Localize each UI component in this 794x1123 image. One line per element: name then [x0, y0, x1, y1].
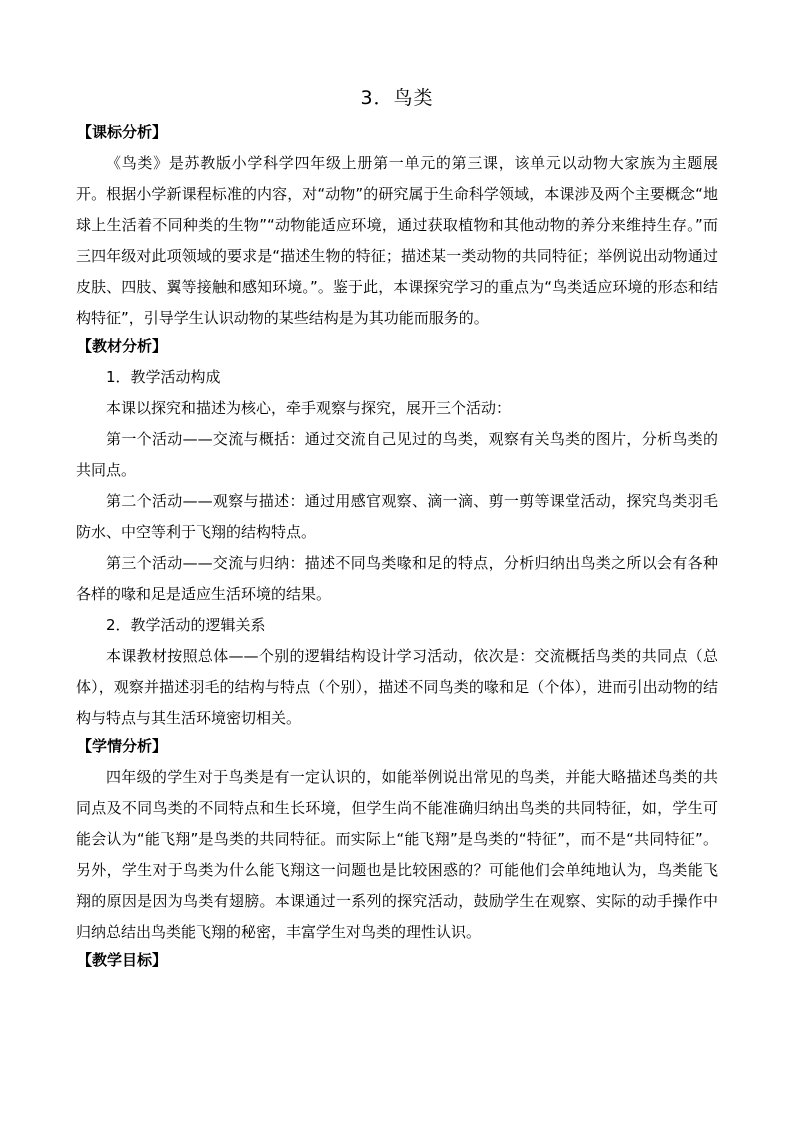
textbook-item2-title: 2．教学活动的逻辑关系	[106, 616, 266, 634]
textbook-activity-2: 第二个活动——观察与描述：通过用感官观察、滴一滴、剪一剪等课堂活动，探究鸟类羽毛防水、中空等利于飞翔的结构特点。	[76, 492, 718, 541]
section-heading-objectives: 【教学目标】	[77, 951, 168, 969]
students-paragraph: 四年级的学生对于鸟类是有一定认识的，如能举例说出常见的鸟类，并能大略描述鸟类的共同点及不同鸟类的不同特点和生长环境，但学生尚不能准确归纳出鸟类的共同特征，如，学生可能会认为“能飞翔”是鸟类的共同特征。而实际上“能飞翔”是鸟类的“特征”，而不是“共同特征”。另外，学生对于鸟类为什么能飞翔这一问题也是比较困惑的？可能他们会单纯地认为，鸟类能飞翔的原因是因为鸟类有翅膀。本课通过一系列的探究活动，鼓励学生在观察、实际的动手操作中归纳总结出鸟类能飞翔的秘密，丰富学生对鸟类的理性认识。	[76, 768, 718, 941]
section-curriculum-analysis	[76, 120, 718, 334]
section-teaching-objectives	[76, 948, 718, 973]
section-textbook-analysis	[76, 334, 718, 734]
section-heading-curriculum: 【课标分析】	[77, 123, 168, 141]
document-body	[76, 120, 718, 973]
textbook-item1-title: 1．教学活动构成	[106, 368, 221, 386]
curriculum-paragraph: 《鸟类》是苏教版小学科学四年级上册第一单元的第三课，该单元以动物大家族为主题展开。根据小学新课程标准的内容，对“动物”的研究属于生命科学领域，本课涉及两个主要概念“地球上生活着不同种类的生物”“动物能适应环境，通过获取植物和其他动物的养分来维持生存。”而三四年级对此项领域的要求是“描述生物的特征；描述某一类动物的共同特征；举例说出动物通过皮肤、四肢、翼等接触和感知环境。”。鉴于此，本课探究学习的重点为“鸟类适应环境的形态和结构特征”，引导学生认识动物的某些结构是为其功能而服务的。	[76, 154, 718, 327]
textbook-activity-3: 第三个活动——交流与归纳：描述不同鸟类喙和足的特点，分析归纳出鸟类之所以会有各种各样的喙和足是适应生活环境的结果。	[76, 554, 718, 603]
textbook-item1-intro: 本课以探究和描述为核心，牵手观察与探究，展开三个活动：	[106, 399, 512, 417]
textbook-item2-text: 本课教材按照总体——个别的逻辑结构设计学习活动，依次是：交流概括鸟类的共同点（总体），观察并描述羽毛的结构与特点（个别），描述不同鸟类的喙和足（个体），进而引出动物的结构与特点与其生活环境密切相关。	[76, 647, 718, 727]
section-heading-textbook: 【教材分析】	[77, 337, 168, 355]
section-student-analysis	[76, 734, 718, 948]
section-heading-students: 【学情分析】	[77, 737, 168, 755]
document-title: 3．鸟类	[360, 87, 434, 109]
textbook-activity-1: 第一个活动——交流与概括：通过交流自己见过的鸟类，观察有关鸟类的图片，分析鸟类的共同点。	[76, 430, 718, 479]
